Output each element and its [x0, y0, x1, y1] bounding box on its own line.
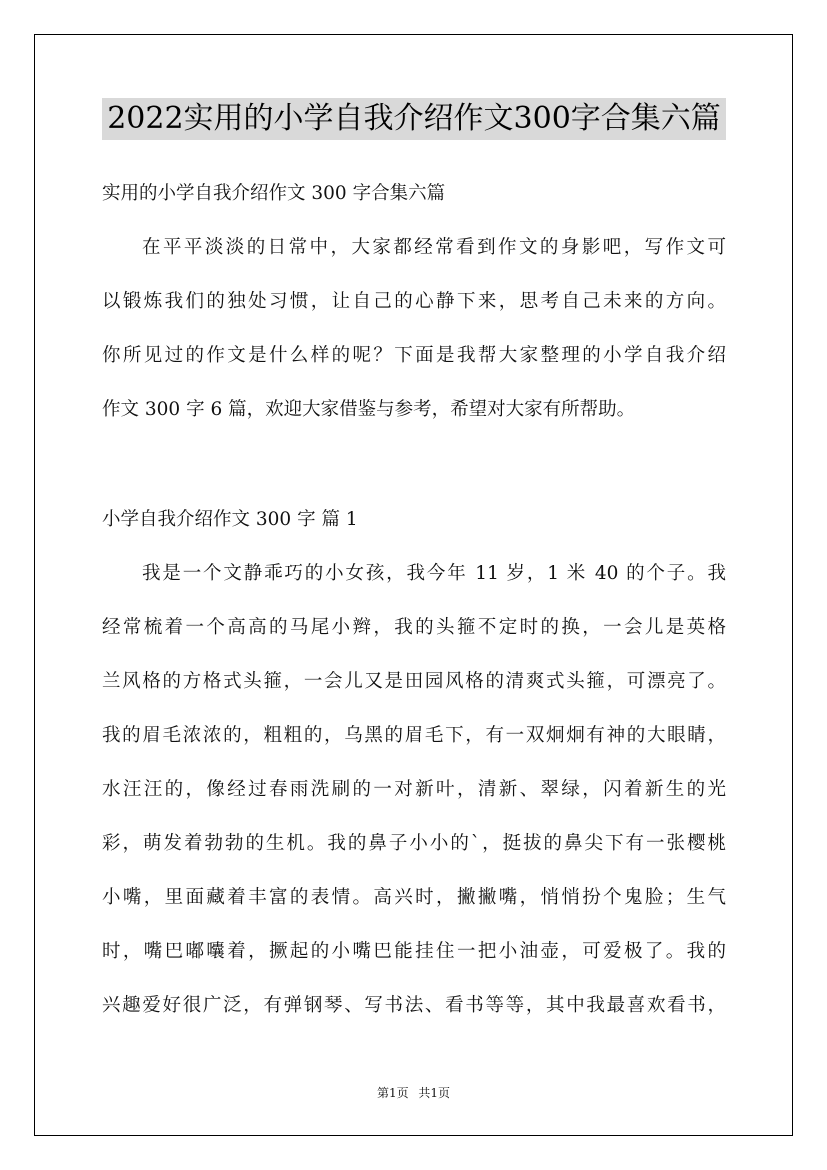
body-line: 彩，萌发着勃勃的生机。我的鼻子小小的`，挺拔的鼻尖下有一张樱桃 [102, 833, 726, 854]
body-line: 水汪汪的，像经过春雨洗刷的一对新叶，清新、翠绿，闪着新生的光 [102, 779, 726, 800]
body-line: 小嘴，里面藏着丰富的表情。高兴时，撇撇嘴，悄悄扮个鬼脸；生气 [102, 887, 726, 908]
document-title: 2022实用的小学自我介绍作文300字合集六篇 [102, 98, 726, 140]
intro-line: 你所见过的作文是什么样的呢？下面是我帮大家整理的小学自我介绍 [102, 345, 726, 366]
body-line: 我的眉毛浓浓的，粗粗的，乌黑的眉毛下，有一双炯炯有神的大眼睛， [102, 725, 726, 746]
body-line: 兴趣爱好很广泛，有弹钢琴、写书法、看书等等，其中我最喜欢看书， [102, 995, 726, 1016]
body-line: 时，嘴巴嘟囔着，撅起的小嘴巴能挂住一把小油壶，可爱极了。我的 [102, 941, 726, 962]
page-total: 共1页 [418, 1086, 451, 1100]
intro-line: 在平平淡淡的日常中，大家都经常看到作文的身影吧，写作文可 [142, 237, 726, 258]
document-subtitle: 实用的小学自我介绍作文 300 字合集六篇 [102, 183, 446, 204]
intro-line: 以锻炼我们的独处习惯，让自己的心静下来，思考自己未来的方向。 [102, 291, 726, 312]
page-number: 第1页 [376, 1086, 409, 1100]
section-heading: 小学自我介绍作文 300 字 篇 1 [102, 509, 358, 530]
body-line: 我是一个文静乖巧的小女孩，我今年 11 岁，1 米 40 的个子。我 [142, 563, 726, 584]
body-line: 兰风格的方格式头箍，一会儿又是田园风格的清爽式头箍，可漂亮了。 [102, 671, 726, 692]
intro-line: 作文 300 字 6 篇，欢迎大家借鉴与参考，希望对大家有所帮助。 [102, 399, 636, 420]
page-footer [0, 1084, 827, 1101]
body-line: 经常梳着一个高高的马尾小辫，我的头箍不定时的换，一会儿是英格 [102, 617, 726, 638]
